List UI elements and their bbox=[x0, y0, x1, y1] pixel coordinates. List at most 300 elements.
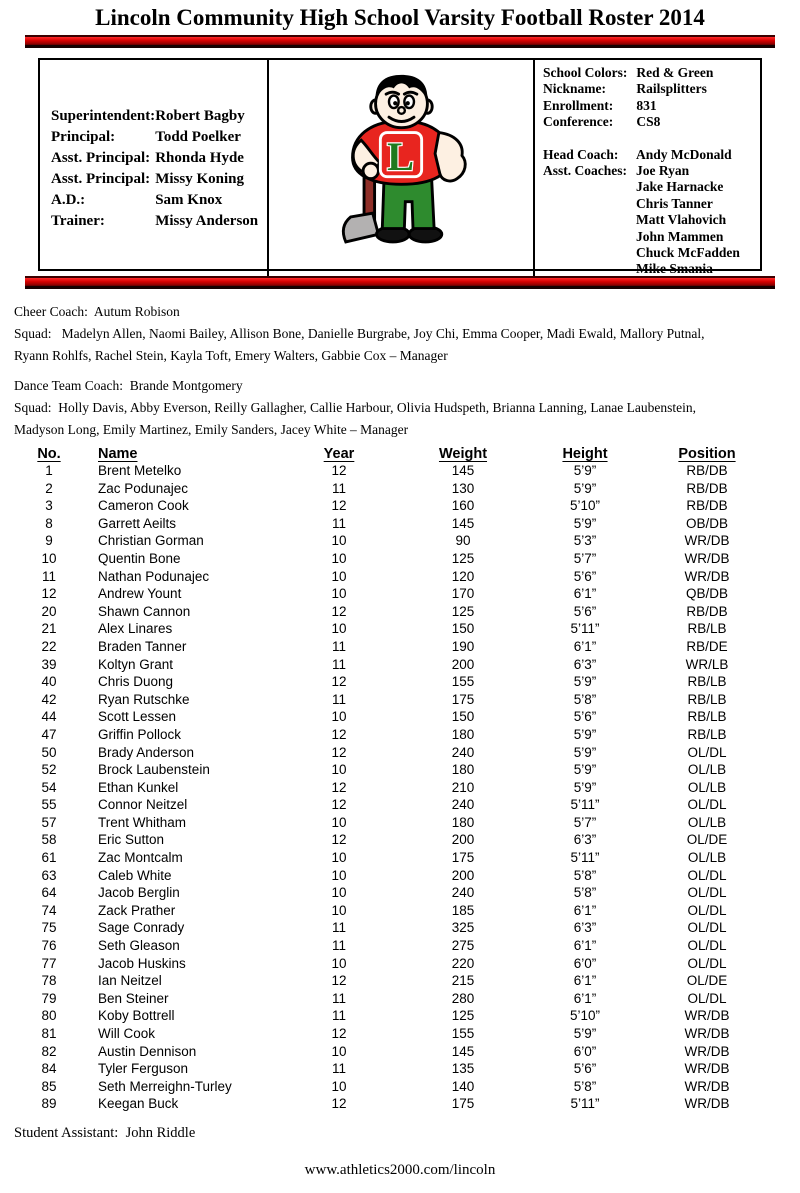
cell-position: OL/LB bbox=[687, 779, 727, 795]
cell-name: Seth Gleason bbox=[98, 938, 180, 954]
roster-row bbox=[0, 462, 760, 480]
cell-height: 5’11” bbox=[570, 1096, 600, 1112]
cell-weight: 125 bbox=[451, 603, 475, 619]
cell-no: 21 bbox=[41, 621, 57, 637]
cell-weight: 175 bbox=[451, 1096, 475, 1112]
cell-height: 5’6” bbox=[573, 1061, 597, 1077]
roster-row bbox=[0, 515, 760, 533]
cell-no: 57 bbox=[41, 814, 57, 830]
cell-height: 5’10” bbox=[569, 1008, 601, 1024]
assistant-coach-name: Mike Smania bbox=[636, 261, 713, 277]
cell-height: 6’3” bbox=[573, 832, 597, 848]
cell-name: Ian Neitzel bbox=[98, 973, 162, 989]
cell-position: OL/DL bbox=[687, 938, 727, 954]
cell-year: 11 bbox=[331, 920, 346, 936]
cell-year: 11 bbox=[331, 990, 346, 1006]
cell-position: RB/DB bbox=[686, 463, 728, 478]
cell-no: 39 bbox=[41, 656, 57, 672]
cell-position: WR/DB bbox=[684, 1008, 730, 1024]
cell-year: 11 bbox=[331, 656, 346, 672]
col-header-position: Position bbox=[678, 446, 736, 462]
cell-no: 11 bbox=[41, 568, 56, 584]
cell-weight: 215 bbox=[451, 973, 475, 989]
cell-year: 12 bbox=[331, 1026, 347, 1041]
cell-year: 10 bbox=[331, 550, 347, 566]
cell-height: 5’9” bbox=[573, 674, 597, 690]
cell-height: 5’6” bbox=[573, 603, 597, 619]
cell-height: 5’9” bbox=[573, 779, 597, 795]
cell-position: RB/LB bbox=[687, 674, 727, 690]
cell-no: 54 bbox=[41, 779, 57, 795]
roster-row bbox=[0, 603, 760, 621]
info-value: Red & Green bbox=[636, 65, 714, 80]
cell-year: 12 bbox=[331, 832, 347, 848]
cell-no: 85 bbox=[41, 1078, 57, 1094]
cell-year: 10 bbox=[331, 955, 347, 971]
cell-position: WR/DB bbox=[684, 1061, 730, 1077]
roster-row bbox=[0, 497, 760, 515]
cell-no: 20 bbox=[41, 603, 57, 619]
school-header-box bbox=[38, 58, 762, 277]
roster-row bbox=[0, 726, 760, 744]
cell-position: WR/DB bbox=[684, 1043, 730, 1059]
cell-weight: 170 bbox=[451, 586, 475, 602]
cell-height: 6’1” bbox=[573, 902, 597, 918]
cell-year: 12 bbox=[331, 1096, 347, 1112]
roster-row bbox=[0, 831, 760, 849]
cell-name: Tyler Ferguson bbox=[98, 1061, 189, 1077]
info-label: Asst. Coaches: bbox=[543, 163, 627, 179]
cell-no: 58 bbox=[41, 832, 57, 848]
roster-body bbox=[0, 462, 760, 1113]
cell-no: 55 bbox=[41, 797, 57, 813]
info-label: Head Coach: bbox=[543, 146, 619, 162]
col-header-year: Year bbox=[323, 446, 355, 462]
cell-height: 6’0” bbox=[573, 955, 597, 971]
col-header-height: Height bbox=[562, 446, 608, 462]
cell-year: 11 bbox=[331, 691, 346, 707]
dance-text-line: Squad: Holly Davis, Abby Everson, Reilly Gallagher, Callie Harbour, Olivia Hudspeth, Brianna Lanning, Lanae Laubenstein, bbox=[14, 400, 697, 415]
cell-position: WR/LB bbox=[685, 656, 729, 672]
cell-name: Connor Neitzel bbox=[98, 797, 188, 813]
roster-header-row bbox=[0, 446, 760, 462]
dance-squad-block bbox=[14, 375, 800, 441]
roster-row bbox=[0, 1043, 760, 1061]
cell-no: 12 bbox=[41, 586, 57, 602]
cell-no: 79 bbox=[41, 990, 57, 1006]
cell-no: 50 bbox=[41, 744, 57, 760]
cell-year: 12 bbox=[331, 603, 347, 619]
cell-no: 76 bbox=[41, 938, 57, 954]
cell-no: 64 bbox=[41, 885, 57, 901]
cell-position: OL/LB bbox=[687, 814, 727, 830]
roster-row bbox=[0, 620, 760, 638]
cell-position: WR/DB bbox=[684, 1026, 730, 1041]
cell-no: 74 bbox=[41, 902, 57, 918]
cell-weight: 155 bbox=[451, 674, 475, 690]
cell-position: WR/DB bbox=[684, 1096, 730, 1112]
cell-weight: 145 bbox=[451, 515, 475, 531]
cell-year: 12 bbox=[331, 779, 347, 795]
info-label: Superintendent: bbox=[51, 107, 156, 124]
cell-weight: 160 bbox=[451, 498, 475, 514]
cell-weight: 200 bbox=[451, 832, 475, 848]
info-value: Todd Poelker bbox=[155, 128, 241, 145]
roster-row bbox=[0, 902, 760, 920]
cell-no: 81 bbox=[41, 1026, 57, 1041]
cell-year: 10 bbox=[331, 586, 347, 602]
cell-name: Alex Linares bbox=[98, 621, 173, 637]
cell-year: 11 bbox=[331, 638, 346, 654]
cell-height: 5’9” bbox=[573, 726, 597, 742]
cell-weight: 180 bbox=[451, 814, 475, 830]
cell-position: OL/DL bbox=[687, 867, 727, 883]
cell-height: 5’8” bbox=[573, 1078, 597, 1094]
cell-position: OL/DL bbox=[687, 885, 727, 901]
cell-no: 47 bbox=[41, 726, 57, 742]
roster-row bbox=[0, 761, 760, 779]
cell-position: WR/DB bbox=[684, 533, 730, 549]
cell-year: 10 bbox=[331, 902, 347, 918]
info-value: Robert Bagby bbox=[155, 107, 245, 124]
cell-year: 12 bbox=[331, 797, 347, 813]
cell-name: Cameron Cook bbox=[98, 498, 189, 514]
cell-height: 5’9” bbox=[573, 762, 597, 778]
cell-name: Sage Conrady bbox=[98, 920, 185, 936]
cell-height: 5’11” bbox=[570, 850, 600, 866]
roster-row bbox=[0, 532, 760, 550]
cell-name: Jacob Huskins bbox=[98, 955, 186, 971]
school-info-cell bbox=[533, 60, 760, 278]
cell-name: Koltyn Grant bbox=[98, 656, 174, 672]
cell-no: 8 bbox=[45, 515, 53, 531]
cell-year: 12 bbox=[331, 674, 347, 690]
cell-position: OL/DL bbox=[687, 920, 727, 936]
red-divider-bar-bottom bbox=[25, 276, 775, 289]
cell-weight: 90 bbox=[455, 533, 471, 549]
roster-row bbox=[0, 550, 760, 568]
cell-weight: 210 bbox=[451, 779, 475, 795]
cell-year: 10 bbox=[331, 533, 347, 549]
cell-height: 6’1” bbox=[573, 990, 597, 1006]
info-value: Rhonda Hyde bbox=[155, 149, 244, 166]
squads-section bbox=[14, 301, 800, 441]
cell-year: 10 bbox=[331, 885, 347, 901]
cell-year: 10 bbox=[331, 867, 347, 883]
cell-position: OL/LB bbox=[687, 762, 727, 778]
info-label: Enrollment: bbox=[543, 97, 614, 113]
roster-row bbox=[0, 1095, 760, 1113]
roster-row bbox=[0, 1025, 760, 1043]
cell-weight: 200 bbox=[451, 656, 475, 672]
cell-name: Will Cook bbox=[98, 1026, 156, 1041]
cell-height: 5’8” bbox=[573, 691, 597, 707]
cell-year: 11 bbox=[331, 938, 346, 954]
cell-height: 5’9” bbox=[573, 515, 597, 531]
cell-height: 6’1” bbox=[573, 938, 597, 954]
cell-height: 5’8” bbox=[573, 867, 597, 883]
cell-position: QB/DB bbox=[685, 586, 728, 602]
cell-weight: 200 bbox=[451, 867, 475, 883]
cell-height: 6’3” bbox=[573, 920, 597, 936]
cell-name: Caleb White bbox=[98, 867, 172, 883]
cell-weight: 175 bbox=[451, 691, 475, 707]
cell-position: RB/LB bbox=[687, 621, 727, 637]
roster-row bbox=[0, 480, 760, 498]
cell-height: 5’3” bbox=[573, 533, 597, 549]
cell-weight: 220 bbox=[451, 955, 475, 971]
info-label: Principal: bbox=[51, 128, 116, 145]
cell-height: 6’0” bbox=[573, 1043, 597, 1059]
cell-height: 5’7” bbox=[573, 814, 597, 830]
roster-row bbox=[0, 937, 760, 955]
info-value: Missy Anderson bbox=[155, 212, 259, 229]
cell-name: Brock Laubenstein bbox=[98, 762, 210, 778]
cell-position: RB/DB bbox=[686, 480, 728, 496]
info-value: Missy Koning bbox=[155, 170, 244, 187]
cell-height: 6’1” bbox=[573, 638, 597, 654]
cell-height: 5’11” bbox=[570, 797, 600, 813]
cell-weight: 240 bbox=[451, 885, 475, 901]
cell-no: 3 bbox=[45, 498, 53, 514]
cell-position: OL/DE bbox=[686, 973, 728, 989]
cell-name: Trent Whitham bbox=[98, 814, 187, 830]
cell-height: 5’8” bbox=[573, 885, 597, 901]
cell-no: 82 bbox=[41, 1043, 57, 1059]
roster-row bbox=[0, 955, 760, 973]
roster-row bbox=[0, 884, 760, 902]
roster-row bbox=[0, 1078, 760, 1096]
cell-weight: 120 bbox=[451, 568, 475, 584]
cell-year: 11 bbox=[331, 515, 346, 531]
col-header-weight: Weight bbox=[438, 446, 488, 462]
roster-row bbox=[0, 708, 760, 726]
cell-name: Andrew Yount bbox=[98, 586, 182, 602]
cell-position: OL/DL bbox=[687, 955, 727, 971]
info-value: Andy McDonald bbox=[636, 146, 732, 162]
roster-row bbox=[0, 1060, 760, 1078]
roster-table bbox=[0, 446, 760, 1113]
cell-name: Brady Anderson bbox=[98, 744, 195, 760]
info-label: Nickname: bbox=[543, 81, 606, 97]
cell-name: Christian Gorman bbox=[98, 533, 204, 549]
cell-no: 44 bbox=[41, 709, 57, 725]
roster-row bbox=[0, 638, 760, 656]
cell-position: RB/LB bbox=[687, 691, 727, 707]
cell-weight: 135 bbox=[451, 1061, 475, 1077]
cell-weight: 175 bbox=[451, 850, 475, 866]
cell-no: 40 bbox=[41, 674, 57, 690]
cell-year: 11 bbox=[331, 1008, 346, 1024]
cell-weight: 145 bbox=[451, 463, 475, 478]
cell-position: RB/DB bbox=[686, 498, 728, 514]
roster-row bbox=[0, 1007, 760, 1025]
assistant-coach-name: Matt Vlahovich bbox=[636, 212, 727, 228]
info-label: School Colors: bbox=[543, 65, 628, 80]
cell-year: 11 bbox=[331, 1061, 346, 1077]
page-title: Lincoln Community High School Varsity Football Roster 2014 bbox=[95, 5, 705, 30]
roster-row bbox=[0, 779, 760, 797]
cell-height: 5’9” bbox=[573, 1026, 597, 1041]
cell-height: 5’10” bbox=[569, 498, 601, 514]
cell-year: 12 bbox=[331, 463, 347, 478]
cell-name: Keegan Buck bbox=[98, 1096, 179, 1112]
cell-height: 5’9” bbox=[573, 744, 597, 760]
cell-position: OL/DL bbox=[687, 744, 727, 760]
cell-name: Ethan Kunkel bbox=[98, 779, 179, 795]
cell-name: Seth Merreighn-Turley bbox=[98, 1078, 232, 1094]
cell-year: 11 bbox=[331, 480, 346, 496]
dance-text-line: Madyson Long, Emily Martinez, Emily Sanders, Jacey White – Manager bbox=[14, 422, 409, 437]
cell-weight: 150 bbox=[451, 709, 475, 725]
cell-weight: 240 bbox=[451, 744, 475, 760]
cell-name: Ryan Rutschke bbox=[98, 691, 190, 707]
cell-year: 10 bbox=[331, 850, 347, 866]
roster-row bbox=[0, 814, 760, 832]
info-value: Railsplitters bbox=[636, 81, 707, 97]
cell-weight: 180 bbox=[451, 762, 475, 778]
svg-text:L: L bbox=[387, 133, 414, 179]
cell-name: Ben Steiner bbox=[98, 990, 169, 1006]
cell-height: 5’9” bbox=[573, 463, 597, 478]
school-info-list bbox=[543, 65, 760, 131]
roster-row bbox=[0, 585, 760, 603]
cell-no: 1 bbox=[45, 463, 53, 478]
cell-weight: 180 bbox=[451, 726, 475, 742]
cell-no: 10 bbox=[41, 550, 57, 566]
info-label: Trainer: bbox=[51, 212, 105, 229]
cell-position: OL/DL bbox=[687, 990, 727, 1006]
cell-weight: 190 bbox=[451, 638, 475, 654]
cell-height: 5’6” bbox=[573, 709, 597, 725]
cell-year: 12 bbox=[331, 973, 347, 989]
cell-year: 10 bbox=[331, 621, 347, 637]
cell-weight: 155 bbox=[451, 1026, 475, 1041]
roster-row bbox=[0, 919, 760, 937]
cheer-text-line: Ryann Rohlfs, Rachel Stein, Kayla Toft, Emery Walters, Gabbie Cox – Manager bbox=[14, 348, 448, 363]
cell-name: Quentin Bone bbox=[98, 550, 181, 566]
cell-position: OL/DL bbox=[687, 797, 727, 813]
cell-name: Jacob Berglin bbox=[98, 885, 180, 901]
info-label: A.D.: bbox=[51, 191, 86, 208]
roster-row bbox=[0, 656, 760, 674]
cell-position: OL/DL bbox=[687, 902, 727, 918]
roster-row bbox=[0, 849, 760, 867]
cell-position: WR/DB bbox=[684, 550, 730, 566]
roster-row bbox=[0, 744, 760, 762]
roster-row bbox=[0, 673, 760, 691]
cell-no: 52 bbox=[41, 762, 57, 778]
roster-row bbox=[0, 867, 760, 885]
cell-no: 78 bbox=[41, 973, 57, 989]
cell-weight: 150 bbox=[451, 621, 475, 637]
cell-year: 12 bbox=[331, 498, 347, 514]
cell-height: 6’1” bbox=[573, 586, 597, 602]
cell-position: WR/DB bbox=[684, 1078, 730, 1094]
cell-year: 10 bbox=[331, 762, 347, 778]
cell-weight: 145 bbox=[451, 1043, 475, 1059]
assistant-coach-name: John Mammen bbox=[636, 228, 724, 244]
cell-name: Brent Metelko bbox=[98, 463, 182, 478]
railsplitter-mascot-icon bbox=[317, 73, 485, 265]
dance-text-line: Dance Team Coach: Brande Montgomery bbox=[14, 378, 243, 393]
cheer-text-line: Squad: Madelyn Allen, Naomi Bailey, Allison Bone, Danielle Burgrabe, Joy Chi, Emma Cooper, Madi Ewald, Mallory Putnal, bbox=[14, 326, 705, 341]
info-value: Joe Ryan bbox=[636, 163, 690, 179]
cell-year: 10 bbox=[331, 814, 347, 830]
cell-no: 89 bbox=[41, 1096, 57, 1112]
cell-weight: 125 bbox=[451, 550, 475, 566]
roster-row bbox=[0, 972, 760, 990]
cheer-text-line: Cheer Coach: Autum Robison bbox=[14, 304, 180, 319]
cell-year: 10 bbox=[331, 568, 347, 584]
student-assistant-line: Student Assistant: John Riddle bbox=[14, 1124, 196, 1141]
roster-row bbox=[0, 691, 760, 709]
info-label: Conference: bbox=[543, 114, 614, 130]
cell-year: 12 bbox=[331, 744, 347, 760]
cell-name: Braden Tanner bbox=[98, 638, 187, 654]
cell-name: Zac Podunajec bbox=[98, 480, 189, 496]
cell-weight: 130 bbox=[451, 480, 475, 496]
cell-name: Zac Montcalm bbox=[98, 850, 183, 866]
cell-weight: 280 bbox=[451, 990, 475, 1006]
info-value: 831 bbox=[636, 97, 657, 113]
assistant-coach-name: Jake Harnacke bbox=[636, 179, 724, 195]
cell-height: 5’7” bbox=[573, 550, 597, 566]
cell-name: Nathan Podunajec bbox=[98, 568, 210, 584]
cell-height: 6’3” bbox=[573, 656, 597, 672]
assistant-coach-name: Chris Tanner bbox=[636, 195, 713, 211]
cell-no: 22 bbox=[41, 638, 57, 654]
cell-name: Eric Sutton bbox=[98, 832, 165, 848]
cell-name: Koby Bottrell bbox=[98, 1008, 175, 1024]
cell-no: 9 bbox=[45, 533, 53, 549]
cell-weight: 275 bbox=[451, 938, 475, 954]
cell-name: Zack Prather bbox=[98, 902, 176, 918]
col-header-name: Name bbox=[98, 446, 138, 462]
roster-row bbox=[0, 568, 760, 586]
cell-name: Garrett Aeilts bbox=[98, 515, 177, 531]
roster-row bbox=[0, 990, 760, 1008]
cell-year: 10 bbox=[331, 1043, 347, 1059]
cell-name: Austin Dennison bbox=[98, 1043, 197, 1059]
red-divider-bar-top bbox=[25, 35, 775, 48]
cell-weight: 125 bbox=[451, 1008, 475, 1024]
cell-weight: 140 bbox=[451, 1078, 475, 1094]
roster-row bbox=[0, 796, 760, 814]
cheer-squad-block bbox=[14, 301, 800, 367]
cell-height: 5’6” bbox=[573, 568, 597, 584]
cell-no: 75 bbox=[41, 920, 57, 936]
assistant-coach-name: Chuck McFadden bbox=[636, 245, 740, 261]
info-label: Asst. Principal: bbox=[51, 149, 151, 166]
cell-name: Chris Duong bbox=[98, 674, 174, 690]
cell-name: Scott Lessen bbox=[98, 709, 177, 725]
cell-height: 5’11” bbox=[570, 621, 600, 637]
cell-position: RB/LB bbox=[687, 726, 727, 742]
cell-height: 6’1” bbox=[573, 973, 597, 989]
cell-no: 42 bbox=[41, 691, 57, 707]
cell-no: 77 bbox=[41, 955, 57, 971]
footer-url: www.athletics2000.com/lincoln bbox=[304, 1162, 496, 1178]
info-value: CS8 bbox=[636, 114, 661, 130]
cell-height: 5’9” bbox=[573, 480, 597, 496]
cell-position: RB/DE bbox=[686, 638, 728, 654]
mascot-cell bbox=[267, 60, 533, 278]
cell-year: 10 bbox=[331, 709, 347, 725]
cell-no: 80 bbox=[41, 1008, 57, 1024]
cell-name: Shawn Cannon bbox=[98, 603, 191, 619]
cell-name: Griffin Pollock bbox=[98, 726, 182, 742]
